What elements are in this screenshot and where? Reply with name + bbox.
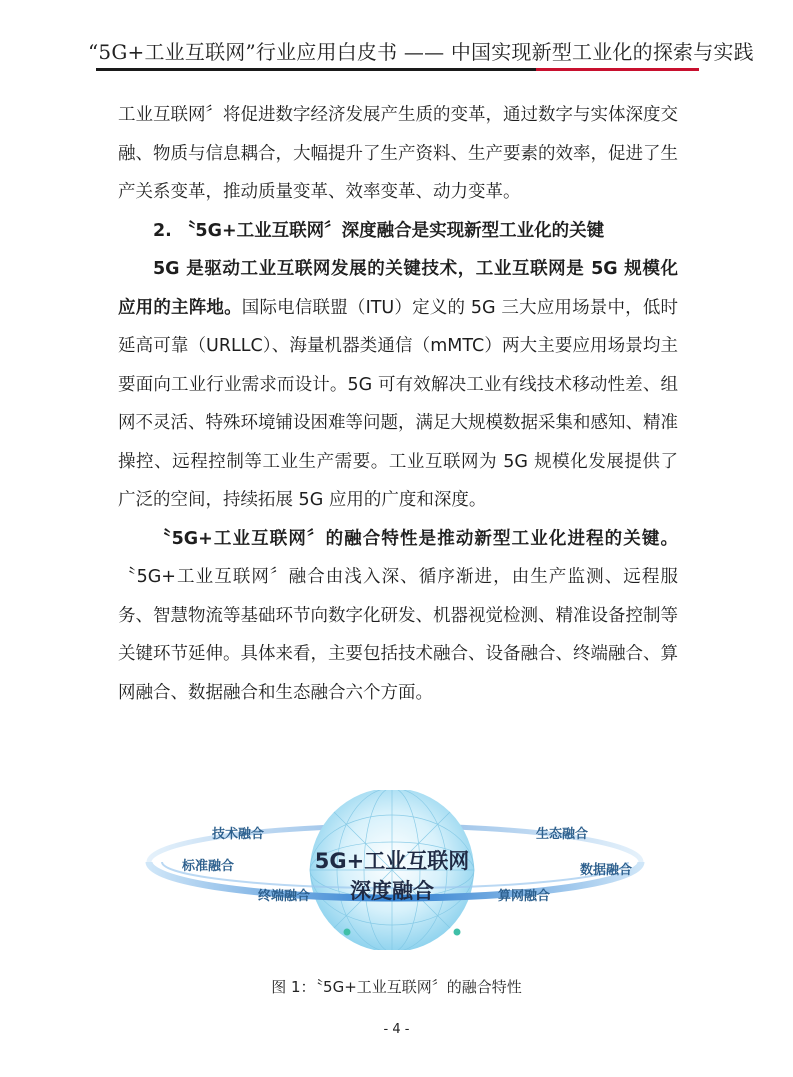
convergence-figure [140,790,660,950]
marker-dot-right [454,929,461,936]
body-text [118,96,678,712]
paragraph-3 [118,520,678,713]
globe-title: 5G+工业互联网 [314,849,470,873]
header-rule [96,68,536,71]
paragraph-2-text: 国际电信联盟（ITU）定义的 5G 三大应用场景中，低时延高可靠（URLLC）、海量机器类通信（mMTC）两大主要应用场景均主要面向工业行业需求而设计。5G 可有效解决工业有线技术移动性差、组网不灵活、特殊环境铺设困难等问题，满足大规模数据采集和感知、精准操控、远程控制等工业生产需要。工业互联网为 5G 规模化发展提供了广泛的空间，持续拓展 5G 应用的广度和深度。 [118,297,679,510]
globe-subtitle: 深度融合 [350,879,434,903]
figure-caption: 图 1：〝5G+工业互联网〞的融合特性 [271,978,522,996]
paragraph-1: 工业互联网〞将促进数字经济发展产生质的变革，通过数字与实体深度交融、物质与信息耦合，大幅提升了生产资料、生产要素的效率，促进了生产关系变革，推动质量变革、效率变革、动力变革。 [118,105,678,202]
label-compute-fusion: 算网融合 [497,889,551,904]
label-tech-fusion: 技术融合 [211,827,265,842]
label-terminal-fusion: 终端融合 [257,889,311,904]
convergence-diagram [140,790,660,950]
header-rule-accent [536,68,699,71]
paragraph-2 [118,250,678,520]
header-title: “5G+工业互联网”行业应用白皮书 —— 中国实现新型工业化的探索与实践 [88,40,754,64]
label-standard-fusion: 标准融合 [181,859,235,874]
label-data-fusion: 数据融合 [579,863,633,878]
marker-dot-left [344,929,351,936]
section-heading: 2. 〝5G+工业互联网〞深度融合是实现新型工业化的关键 [153,220,605,241]
page-number: - 4 - [383,1022,410,1037]
paragraph-3-lead: 〝5G+工业互联网〞的融合特性是推动新型工业化进程的关键。 [153,528,678,549]
paragraph-2-lead: 5G 是驱动工业互联网发展的关键技术，工业互联网是 5G 规模化应用的主阵地。 [118,259,678,318]
paragraph-3-text: 〝5G+工业互联网〞融合由浅入深、循序渐进，由生产监测、远程服务、智慧物流等基础环节向数字化研发、机器视觉检测、精准设备控制等关键环节延伸。具体来看，主要包括技术融合、设备融合、终端融合、算网融合、数据融合和生态融合六个方面。 [118,567,678,703]
label-ecology-fusion: 生态融合 [535,827,589,842]
